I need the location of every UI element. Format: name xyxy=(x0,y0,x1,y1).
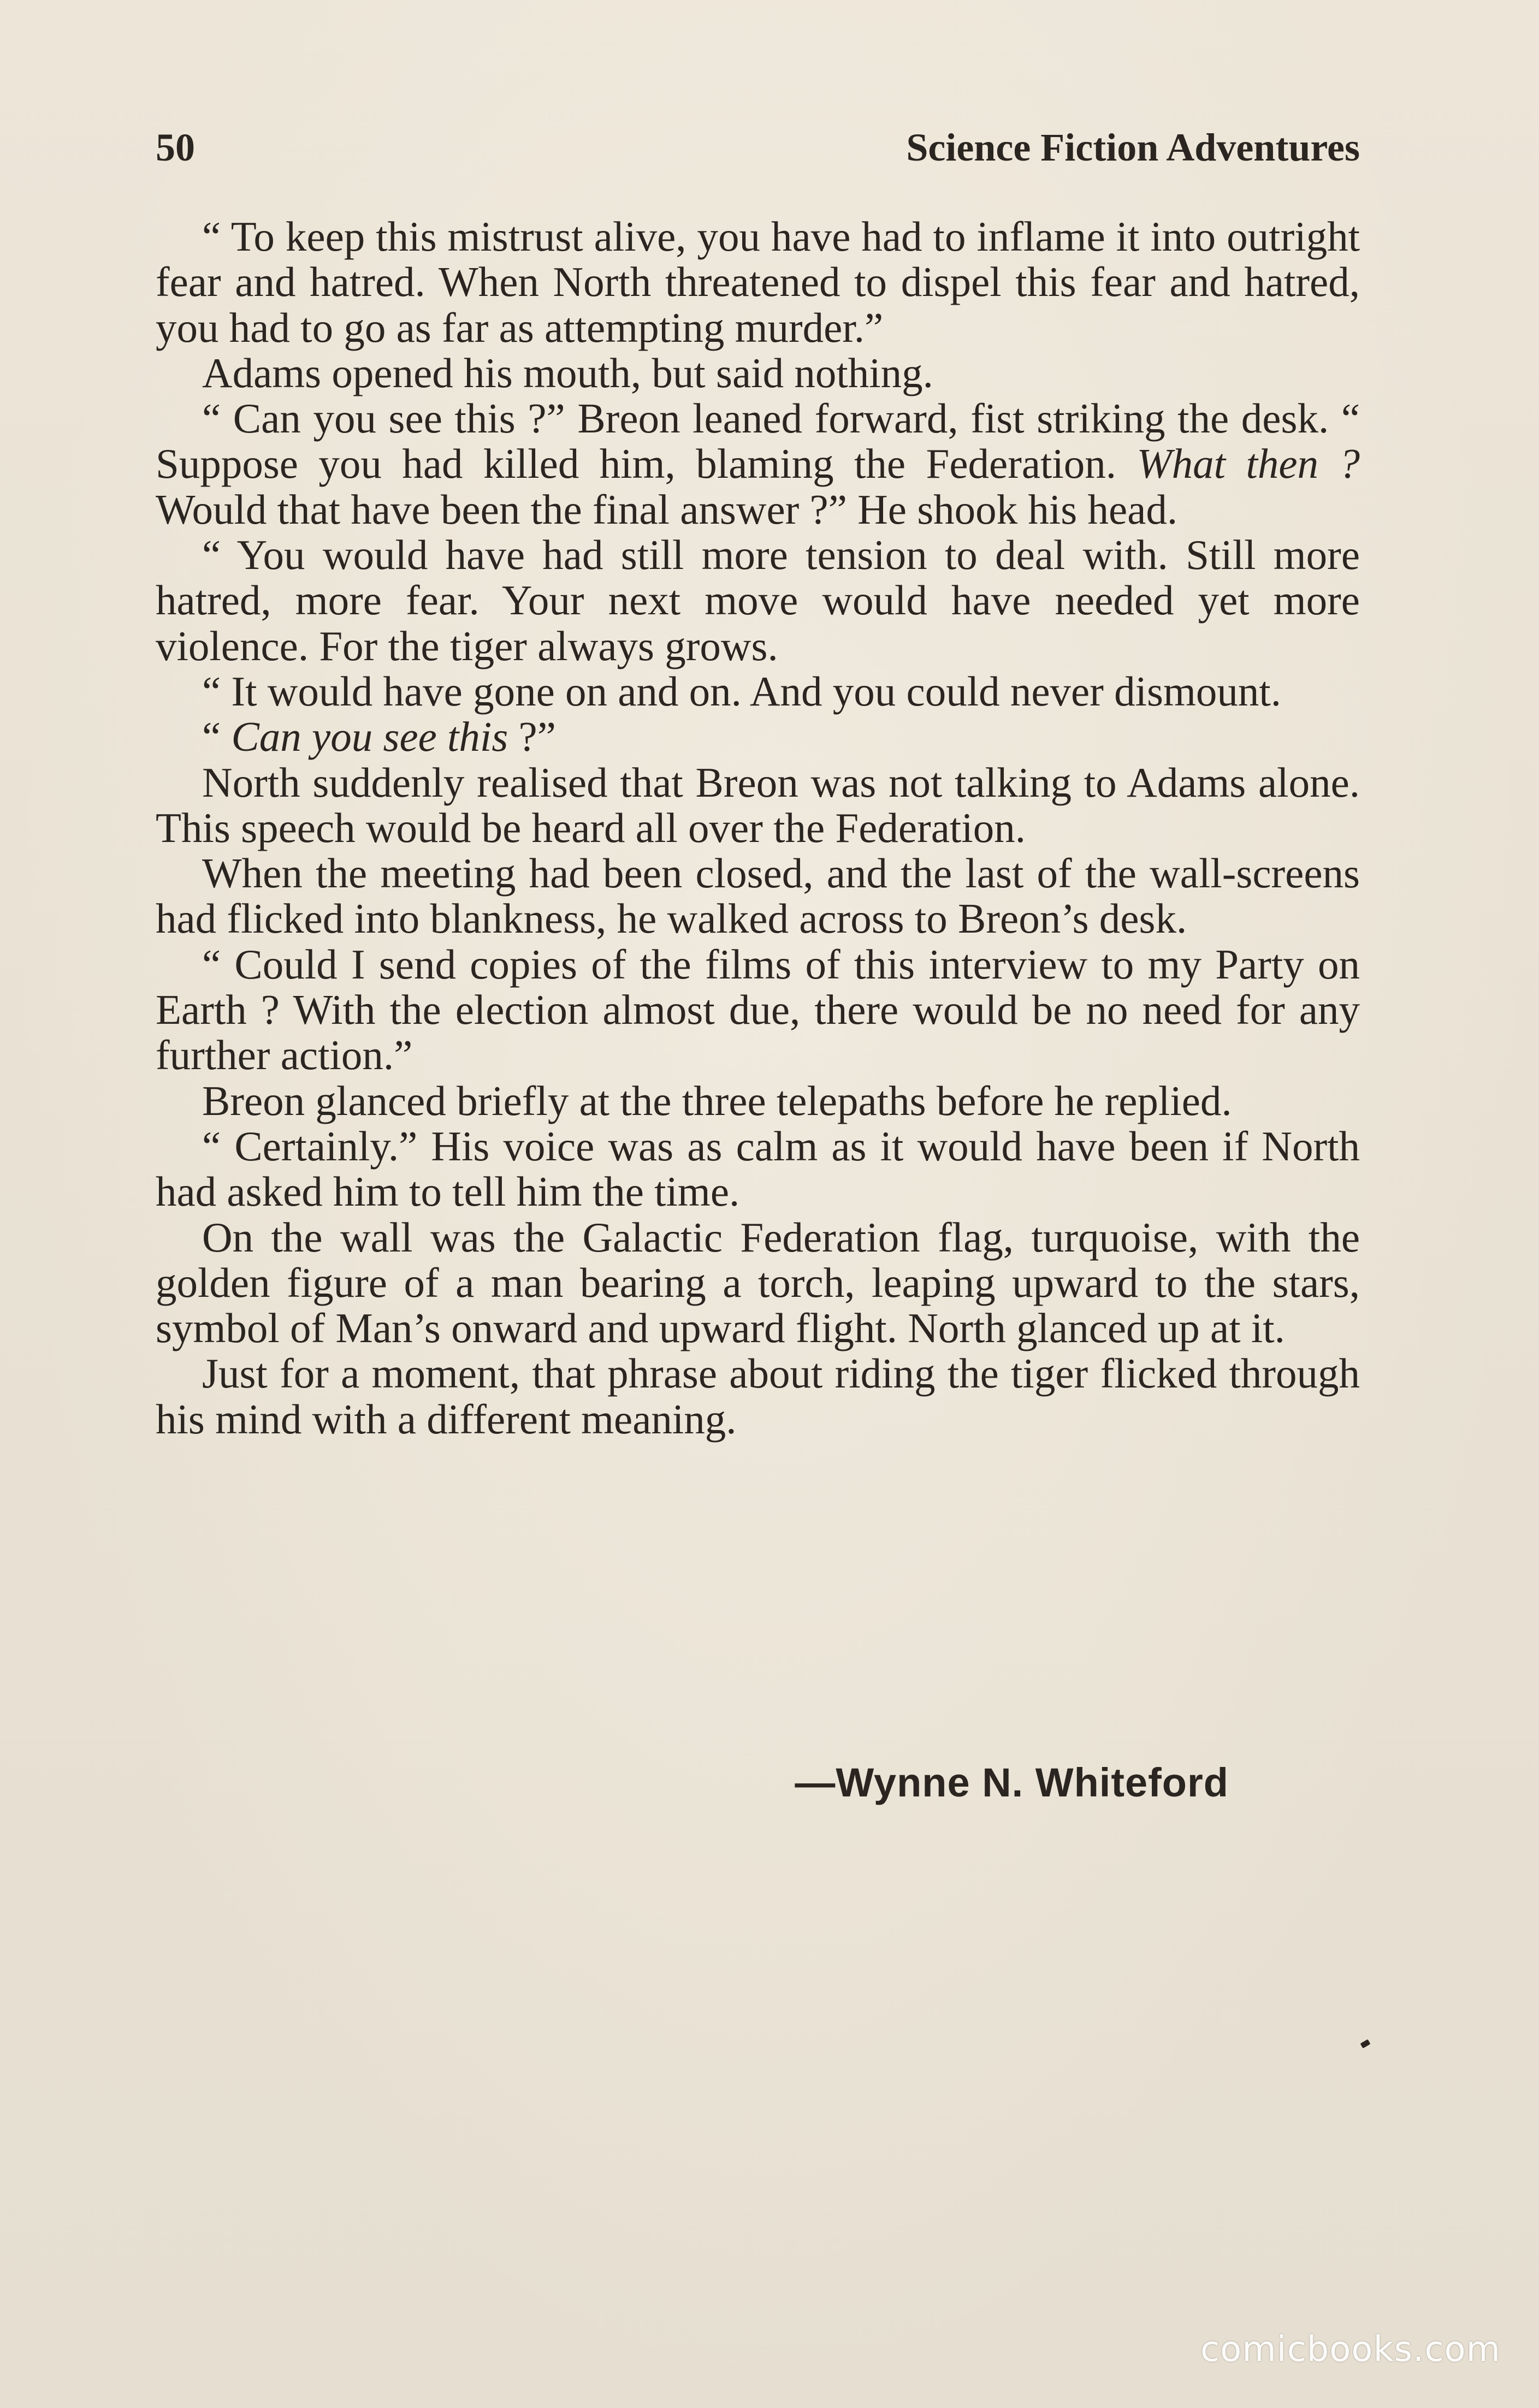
paragraph-11: “ Certainly.” His voice was as calm as it would have been if North had asked him to tell him the time. xyxy=(156,1122,1360,1215)
paragraph-8: When the meeting had been closed, and the last of the wall-screens had flicked into blankness, he walked across to Breon’s desk. xyxy=(156,850,1360,942)
paragraph-1: “ To keep this mistrust alive, you have had to inflame it into outright fear and hatred. When North threatened to dispel this fear and hatred, you had to go as far as attempting murder.” xyxy=(156,213,1360,351)
running-title: Science Fiction Adventures xyxy=(906,126,1360,169)
italic-can-you-see-this: Can you see this xyxy=(231,713,508,761)
paragraph-3-part-1: “ Can you see this ?” Breon leaned forward, fist striking the desk. “ Suppose you had killed him, blaming the Federation. xyxy=(156,395,1360,488)
paragraph-13: Just for a moment, that phrase about riding the tiger flicked through his mind with a different meaning. xyxy=(156,1350,1360,1443)
page-header xyxy=(156,117,1360,177)
paragraph-2: Adams opened his mouth, but said nothing. xyxy=(202,349,933,396)
italic-what-then: What then ? xyxy=(1137,440,1360,488)
story-text xyxy=(156,214,1360,1442)
ink-mark xyxy=(1360,2039,1371,2049)
paragraph-10: Breon glanced briefly at the three telepaths before he replied. xyxy=(202,1077,1232,1124)
paragraph-3 xyxy=(156,396,1360,532)
watermark: comicbooks.com xyxy=(1200,2329,1501,2370)
paragraph-5: “ It would have gone on and on. And you could never dismount. xyxy=(202,667,1281,715)
open-quote: “ xyxy=(202,713,221,761)
paragraph-4: “ You would have had still more tension to deal with. Still more hatred, more fear. Your next move would have needed yet more violence. For the tiger always grows. xyxy=(156,531,1360,669)
paragraph-9: “ Could I send copies of the films of this interview to my Party on Earth ? With the election almost due, there would be no need for any further action.” xyxy=(156,940,1360,1079)
paragraph-6 xyxy=(156,714,1360,760)
close-quote: ?” xyxy=(508,713,556,761)
page-number: 50 xyxy=(156,126,195,169)
paragraph-12: On the wall was the Galactic Federation flag, turquoise, with the golden figure of a man bearing a torch, leaping upward to the stars, symbol of Man’s onward and upward flight. North glanced up at it. xyxy=(156,1213,1360,1352)
paragraph-3-part-2: Would that have been the final answer ?” He shook his head. xyxy=(156,485,1178,533)
author-signature: —Wynne N. Whiteford xyxy=(795,1760,1229,1805)
paragraph-7: North suddenly realised that Breon was not talking to Adams alone. This speech would be heard all over the Federation. xyxy=(156,758,1360,851)
